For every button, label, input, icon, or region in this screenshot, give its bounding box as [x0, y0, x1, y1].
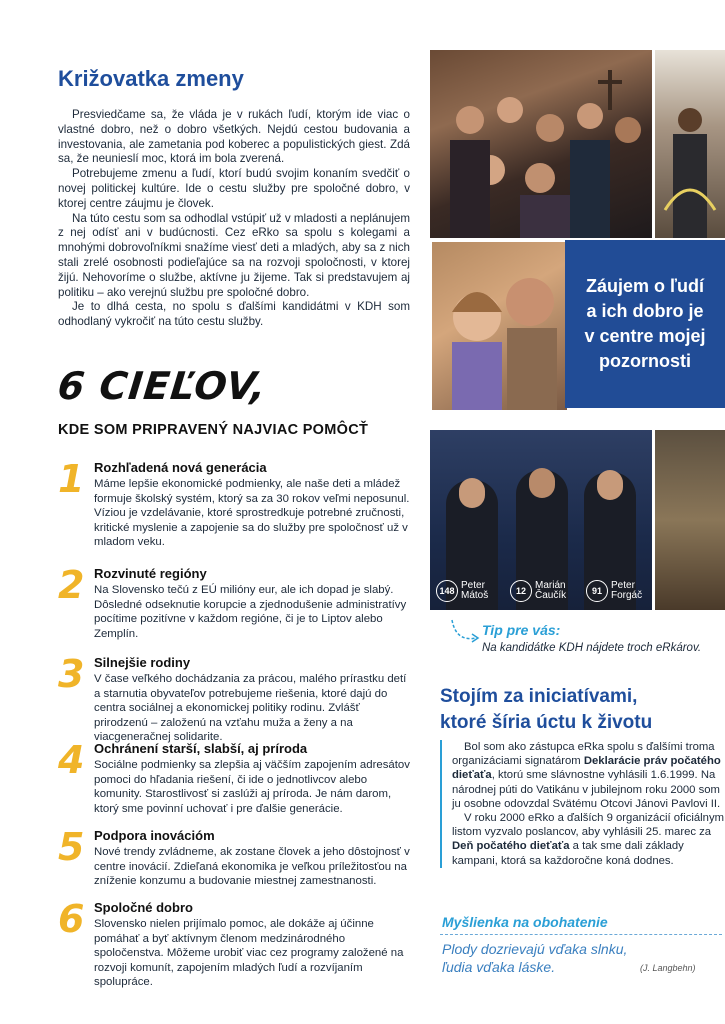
section2-body: [440, 740, 724, 868]
outdoor-photo-art: [655, 50, 725, 238]
couple-photo-art: [432, 242, 567, 410]
intro-paragraph: Potrebujeme zmenu a ľudí, ktorí budú svojim konaním svedčiť o novej politickej kultúre. Ide o cestu služby pre spoločné dobro, v ktorej centre záujmu je človek.: [58, 167, 410, 210]
goal-text: Nové trendy zvládneme, ak zostane človek a jeho dôstojnosť v centre inovácií. Zdieľaná ekonomika je veľkou príležitosťou na zníženie konzumu a budovanie miestnej zamestnanosti.: [94, 846, 410, 888]
section2-paragraph: V roku 2000 eRko a ďalších 9 organizácií oficiálnym listom vyzvalo poslancov, aby vyhlásili 25. marec za Deň počatého dieťaťa a tak sme dali základy kampani, ktorá sa každoročne koná dodnes.: [452, 812, 724, 867]
candidate-label: [510, 580, 566, 602]
goal-item: [58, 897, 410, 990]
tip-text: Na kandidátke KDH nájdete troch eRkárov.: [482, 642, 702, 654]
thought-quote: Plody dozrievajú vďaka slnku, ľudia vďaka láske.: [442, 941, 628, 975]
candidate-name: Peter Mátoš: [461, 580, 489, 601]
quote-line: pozornosti: [599, 351, 691, 371]
goal-title: Silnejšie rodiny: [94, 655, 191, 670]
goal-text: V čase veľkého dochádzania za prácou, malého prírastku detí a starnutia obyvateľov potrebujeme riešenia, ktoré dajú do centra sociálnej a ekonomickej politiky rodinu. Zvlášť prirodzenú – založenú na vzťahu muža a ženy a na viacgeneračnej solidarite.: [94, 673, 407, 744]
goal-text: Na Slovensko tečú z EÚ milióny eur, ale ich dopad je slabý. Dôsledné odseknutie korupcie a zjednodušenie administratívy pocítime pozitívne v každom regióne, či je to Liptov alebo Zemplín.: [94, 584, 407, 640]
goal-item: [58, 563, 410, 641]
intro-paragraph: Je to dlhá cesta, no spolu s ďalšími kandidátmi v KDH som odhodlaný vykročiť na túto cestu služby.: [58, 300, 410, 329]
candidate-name: Peter Forgáč: [611, 580, 643, 601]
goal-number: 1: [58, 457, 85, 501]
goal-number: 6: [58, 897, 85, 941]
thought-author: (J. Langbehn): [640, 963, 696, 973]
tip-label: Tip pre vás:: [482, 622, 561, 638]
intro-text: [58, 108, 410, 330]
candidate-name: Marián Čaučík: [535, 580, 567, 601]
goal-number: 5: [58, 825, 85, 869]
group-photo-art: [430, 50, 652, 238]
goal-title: Spoločné dobro: [94, 900, 193, 915]
couple-photo: [430, 240, 569, 412]
goal-item: [58, 652, 410, 745]
candidate-label: [586, 580, 642, 602]
candidate-label: [436, 580, 488, 602]
goal-number: 4: [58, 738, 85, 782]
goal-title: Rozvinuté regióny: [94, 566, 207, 581]
thought-label: Myšlienka na obohatenie: [442, 914, 608, 930]
tip-arrow-icon: [448, 616, 482, 650]
goal-item: [58, 738, 410, 816]
goal-number: 2: [58, 563, 85, 607]
goal-text: Slovensko nielen prijímalo pomoc, ale dokáže aj účinne pomáhať a byť aktívnym členom medzinárodného spoločenstva. Môžeme urobiť viac cez programy založené na rozvoji komunít, zapojením mladých ľudí a rozvíjaním spolupráce.: [94, 918, 404, 989]
outdoor-photo: [655, 50, 725, 238]
candidate-number: 12: [510, 580, 532, 602]
candidate-number: 148: [436, 580, 458, 602]
section2-paragraph: Bol som ako zástupca eRka spolu s ďalšími troma organizáciami signatárom Deklarácie práv počatého dieťaťa, ktorú sme slávnostne vyhlásili 1.6.1999. Na národnej púti do Vatikánu v jubilejnom roku 2000 som ju osobne odovzdal Svätému Otcovi Jánovi Pavlovi II.: [452, 741, 721, 810]
section2-title: Stojím za iniciatívami, ktoré šíria úctu k životu: [440, 686, 653, 733]
intro-paragraph: Na túto cestu som sa odhodlal vstúpiť už v mladosti a neplánujem z nej odísť ani v budúcnosti. Cez eRko sa spolu s kolegami a mnohými dobrovoľníkmi snažíme viesť deti a mladých, aby sa z nich stali zrelé osobnosti podieľajúce sa na rozvoji spoločnosti, v ktorej žijú. Nehovoríme o službe, aktívne ju žijeme. Tak si predstavujem aj politiku – ako verejnú službu pre spoločné dobro.: [58, 211, 410, 299]
divider: [440, 934, 722, 935]
goal-text: Sociálne podmienky sa zlepšia aj väčším zapojením adresátov pomoci do hľadania riešení, či ide o jednotlivcov alebo komunity. Starostlivosť si zaslúži aj príroda. Je nám darom, ktorý sme povinní uchovať i pre ďalšie generácie.: [94, 759, 410, 815]
quote-box: [565, 240, 725, 408]
goals-subtitle: KDE SOM PRIPRAVENÝ NAJVIAC POMÔCŤ: [58, 422, 369, 438]
quote-line: a ich dobro je: [586, 301, 704, 321]
intro-paragraph: Presviedčame sa, že vláda je v rukách ľudí, ktorým ide viac o vlastné dobro, než o dobro všetkých. Nejdú cestou budovania a investovania, ale zametania pod koberec a populistických giest. Zdá sa, že neunieslí moc, ktorá im bola zverená.: [58, 108, 410, 166]
candidate-number: 91: [586, 580, 608, 602]
goals-title: 6 CIEĽOV,: [55, 364, 269, 408]
goal-text: Máme lepšie ekonomické podmienky, ale naše deti a mládež formuje školský systém, ktorý sa za 30 rokov veľmi neposunul. Víziou je vzdelávanie, ktoré sprostredkuje potrebné zručnosti, kritické myslenie a zapojenie sa do služby pre spoločnosť už v mladom veku.: [94, 478, 410, 549]
group-photo: [430, 50, 652, 238]
quote-line: v centre mojej: [584, 326, 706, 346]
goal-title: Ochránení starší, slabší, aj príroda: [94, 741, 308, 756]
goal-number: 3: [58, 652, 85, 696]
goal-title: Rozhľadená nová generácia: [94, 460, 267, 475]
goal-title: Podpora inovációm: [94, 828, 215, 843]
candidate-head: [459, 478, 485, 508]
goal-item: [58, 457, 410, 550]
workshop-photo: [655, 430, 725, 610]
goal-item: [58, 825, 410, 889]
quote-line: Záujem o ľudí: [586, 276, 704, 296]
page-title: Križovatka zmeny: [58, 66, 244, 91]
candidate-head: [597, 470, 623, 500]
candidate-head: [529, 468, 555, 498]
